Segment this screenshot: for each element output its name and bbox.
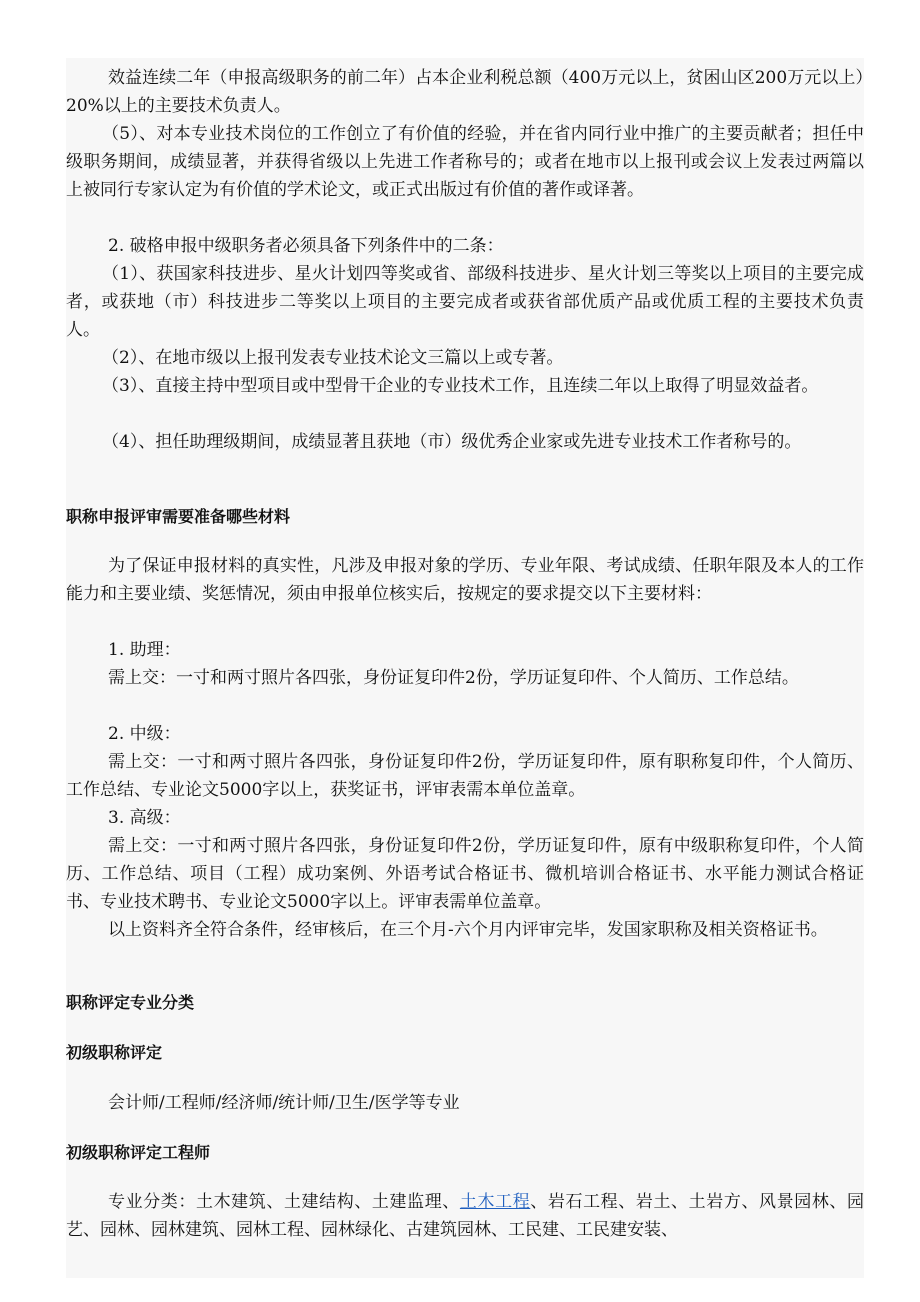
paragraph-condition-5: （5）、对本专业技术岗位的工作创立了有价值的经验，并在省内同行业中推广的主要贡献者；担任中级职务期间，成绩显著，并获得省级以上先进工作者称号的；或者在地市以上报刊或会议上发表过两篇以上被同行专家认定为有价值的学术论文，或正式出版过有价值的著作或译著。 [66, 124, 864, 200]
paragraph-materials-intro: 为了保证申报材料的真实性，凡涉及申报对象的学历、专业年限、考试成绩、任职年限及本人的工作能力和主要业绩、奖惩情况，须由申报单位核实后，按规定的要求提交以下主要材料： [66, 556, 864, 604]
junior-specialties: 会计师/工程师/经济师/统计师/卫生/医学等专业 [108, 1093, 460, 1113]
engineer-suffix: 、岩石工程、岩土、土岩方、风景园林、园艺、园林、园林建筑、园林工程、园林绿化、古建筑园林、工民建、工民建安装、 [66, 1192, 865, 1240]
materials-level3-text: 需上交：一寸和两寸照片各四张，身份证复印件2份，学历证复印件，原有中级职称复印件，个人简历、工作总结、项目（工程）成功案例、外语考试合格证书、微机培训合格证书、水平能力测试合格证书、专业技术聘书、专业论文5000字以上。评审表需单位盖章。 [66, 836, 864, 912]
paragraph-exception-intro: 2. 破格申报中级职务者必须具备下列条件中的二条： [108, 236, 504, 256]
materials-level2-title: 2. 中级： [108, 724, 181, 744]
heading-classification: 职称评定专业分类 [66, 993, 195, 1012]
heading-junior: 初级职称评定 [66, 1043, 163, 1062]
materials-level3-title: 3. 高级： [108, 808, 181, 828]
paragraph-exception-3: （3）、直接主持中型项目或中型骨干企业的专业技术工作，且连续二年以上取得了明显效益者。 [102, 376, 819, 396]
engineer-prefix: 专业分类：土木建筑、土建结构、土建监理、 [108, 1192, 460, 1212]
paragraph-exception-1: （1）、获国家科技进步、星火计划四等奖或省、部级科技进步、星火计划三等奖以上项目的主要完成者，或获地（市）科技进步二等奖以上项目的主要完成者或获省部优质产品或优质工程的主要技术负责人。 [66, 264, 864, 340]
heading-materials: 职称申报评审需要准备哪些材料 [66, 507, 291, 526]
civil-engineering-link[interactable]: 土木工程 [459, 1192, 531, 1212]
materials-level2-text: 需上交：一寸和两寸照片各四张，身份证复印件2份，学历证复印件，原有职称复印件，个人简历、工作总结、专业论文5000字以上，获奖证书，评审表需本单位盖章。 [66, 752, 864, 800]
engineer-specialties [66, 1188, 864, 1244]
materials-closing: 以上资料齐全符合条件，经审核后，在三个月-六个月内评审完毕，发国家职称及相关资格证书。 [108, 920, 828, 940]
paragraph-exception-4: （4）、担任助理级期间，成绩显著且获地（市）级优秀企业家或先进专业技术工作者称号的。 [102, 432, 802, 452]
paragraph-benefit: 效益连续二年（申报高级职务的前二年）占本企业利税总额（400万元以上，贫困山区200万元以上）20%以上的主要技术负责人。 [66, 68, 864, 116]
heading-junior-engineer: 初级职称评定工程师 [66, 1143, 211, 1162]
document-page [66, 58, 864, 1278]
materials-level1-title: 1. 助理： [108, 640, 181, 660]
materials-level1-text: 需上交：一寸和两寸照片各四张，身份证复印件2份，学历证复印件、个人简历、工作总结。 [108, 668, 799, 688]
paragraph-exception-2: （2）、在地市级以上报刊发表专业技术论文三篇以上或专著。 [102, 348, 564, 368]
